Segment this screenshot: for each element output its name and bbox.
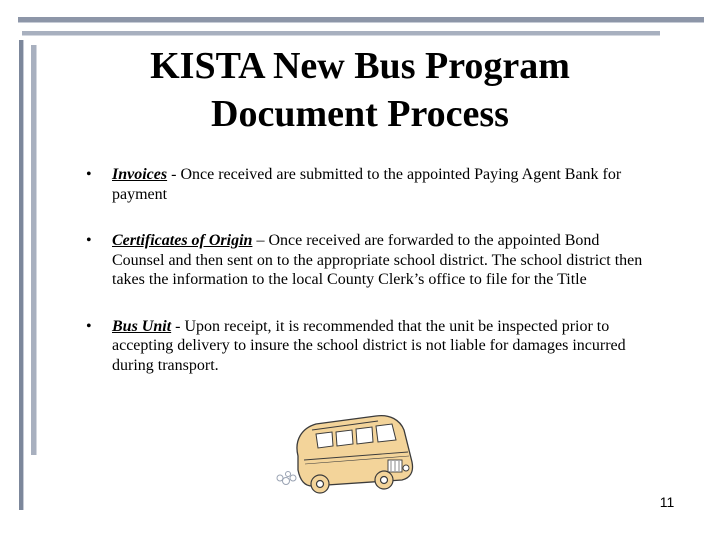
bullet-item-invoices <box>84 165 644 204</box>
exhaust-cloud <box>277 472 296 485</box>
slide-title-line-1: KISTA New Bus Program <box>150 45 570 87</box>
left-frame-line-inner <box>31 45 37 455</box>
bullet-marker: • <box>86 317 92 335</box>
top-frame-line <box>18 17 704 23</box>
bullet-text <box>112 231 644 290</box>
left-frame-line <box>19 40 24 510</box>
bullet-term: Invoices <box>112 166 168 183</box>
school-bus-icon <box>272 412 420 498</box>
bullet-term: Bus Unit <box>112 317 172 335</box>
bullet-marker: • <box>86 232 92 249</box>
bullet-list <box>84 165 644 375</box>
top-frame-line-inner <box>22 31 660 36</box>
bullet-marker: • <box>86 166 92 183</box>
bullet-description: - Once received are submitted to the appointed Paying Agent Bank for payment <box>112 166 622 203</box>
bullet-term: Certificates of Origin <box>112 232 253 249</box>
bullet-text <box>112 165 644 204</box>
slide-title-line-2: Document Process <box>211 93 509 135</box>
bullet-item-bus-unit <box>84 317 644 376</box>
bullet-text <box>112 317 644 376</box>
bullet-description: - Upon receipt, it is recommended that the unit be inspected prior to accepting delivery to insure the school district is not liable for damages incurred during transport. <box>112 317 626 374</box>
slide-title <box>100 42 620 138</box>
bullet-description: – Once received are forwarded to the appointed Bond Counsel and then sent on to the appropriate school district. The school district then takes the information to the local County Clerk’s office to file for the Title <box>112 232 643 288</box>
bullet-item-certificates <box>84 231 644 290</box>
page-number: 11 <box>659 494 675 510</box>
